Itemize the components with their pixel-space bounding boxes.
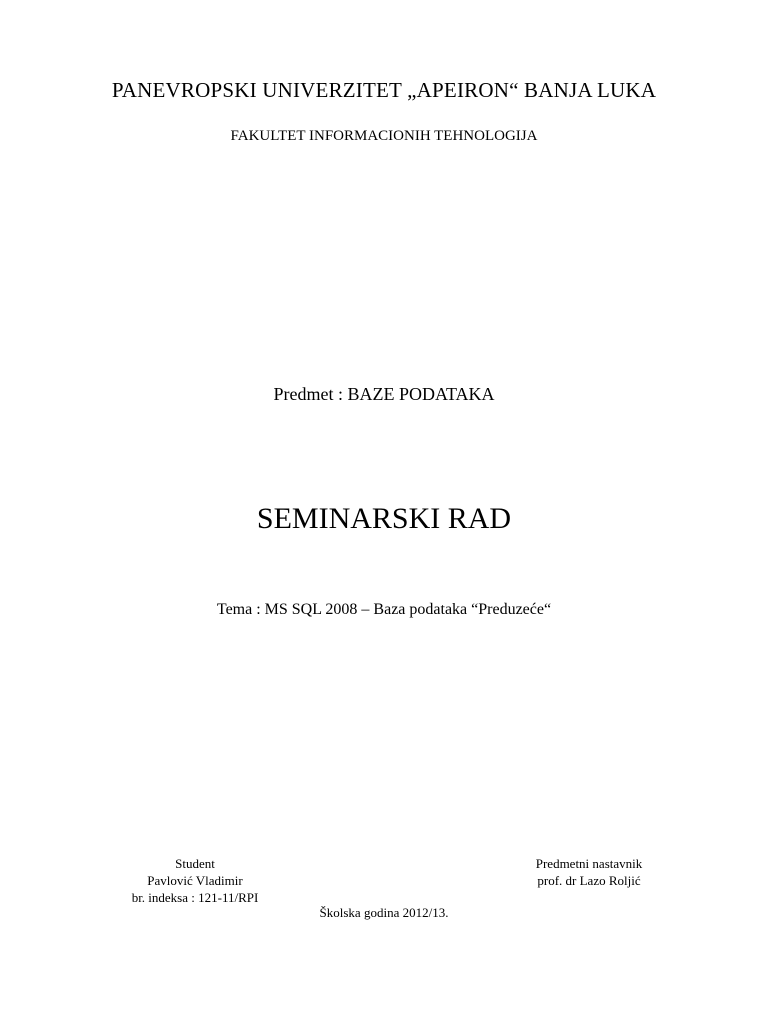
student-index: br. indeksa : 121-11/RPI <box>131 890 259 905</box>
topic-line: Tema : MS SQL 2008 – Baza podataka “Preduzeće“ <box>216 601 552 618</box>
faculty-title: FAKULTET INFORMACIONIH TEHNOLOGIJA <box>230 128 538 144</box>
student-info <box>105 855 285 906</box>
teacher-name: prof. dr Lazo Roljić <box>537 873 641 888</box>
teacher-label: Predmetni nastavnik <box>535 856 643 871</box>
student-name: Pavlović Vladimir <box>147 873 243 888</box>
document-type-heading: SEMINARSKI RAD <box>256 502 512 535</box>
school-year: Školska godina 2012/13. <box>319 905 449 920</box>
university-title: PANEVROPSKI UNIVERZITET „APEIRON“ BANJA LUKA <box>111 78 657 102</box>
student-label: Student <box>175 856 215 871</box>
subject-line: Predmet : BAZE PODATAKA <box>273 384 495 404</box>
teacher-info <box>510 855 668 889</box>
